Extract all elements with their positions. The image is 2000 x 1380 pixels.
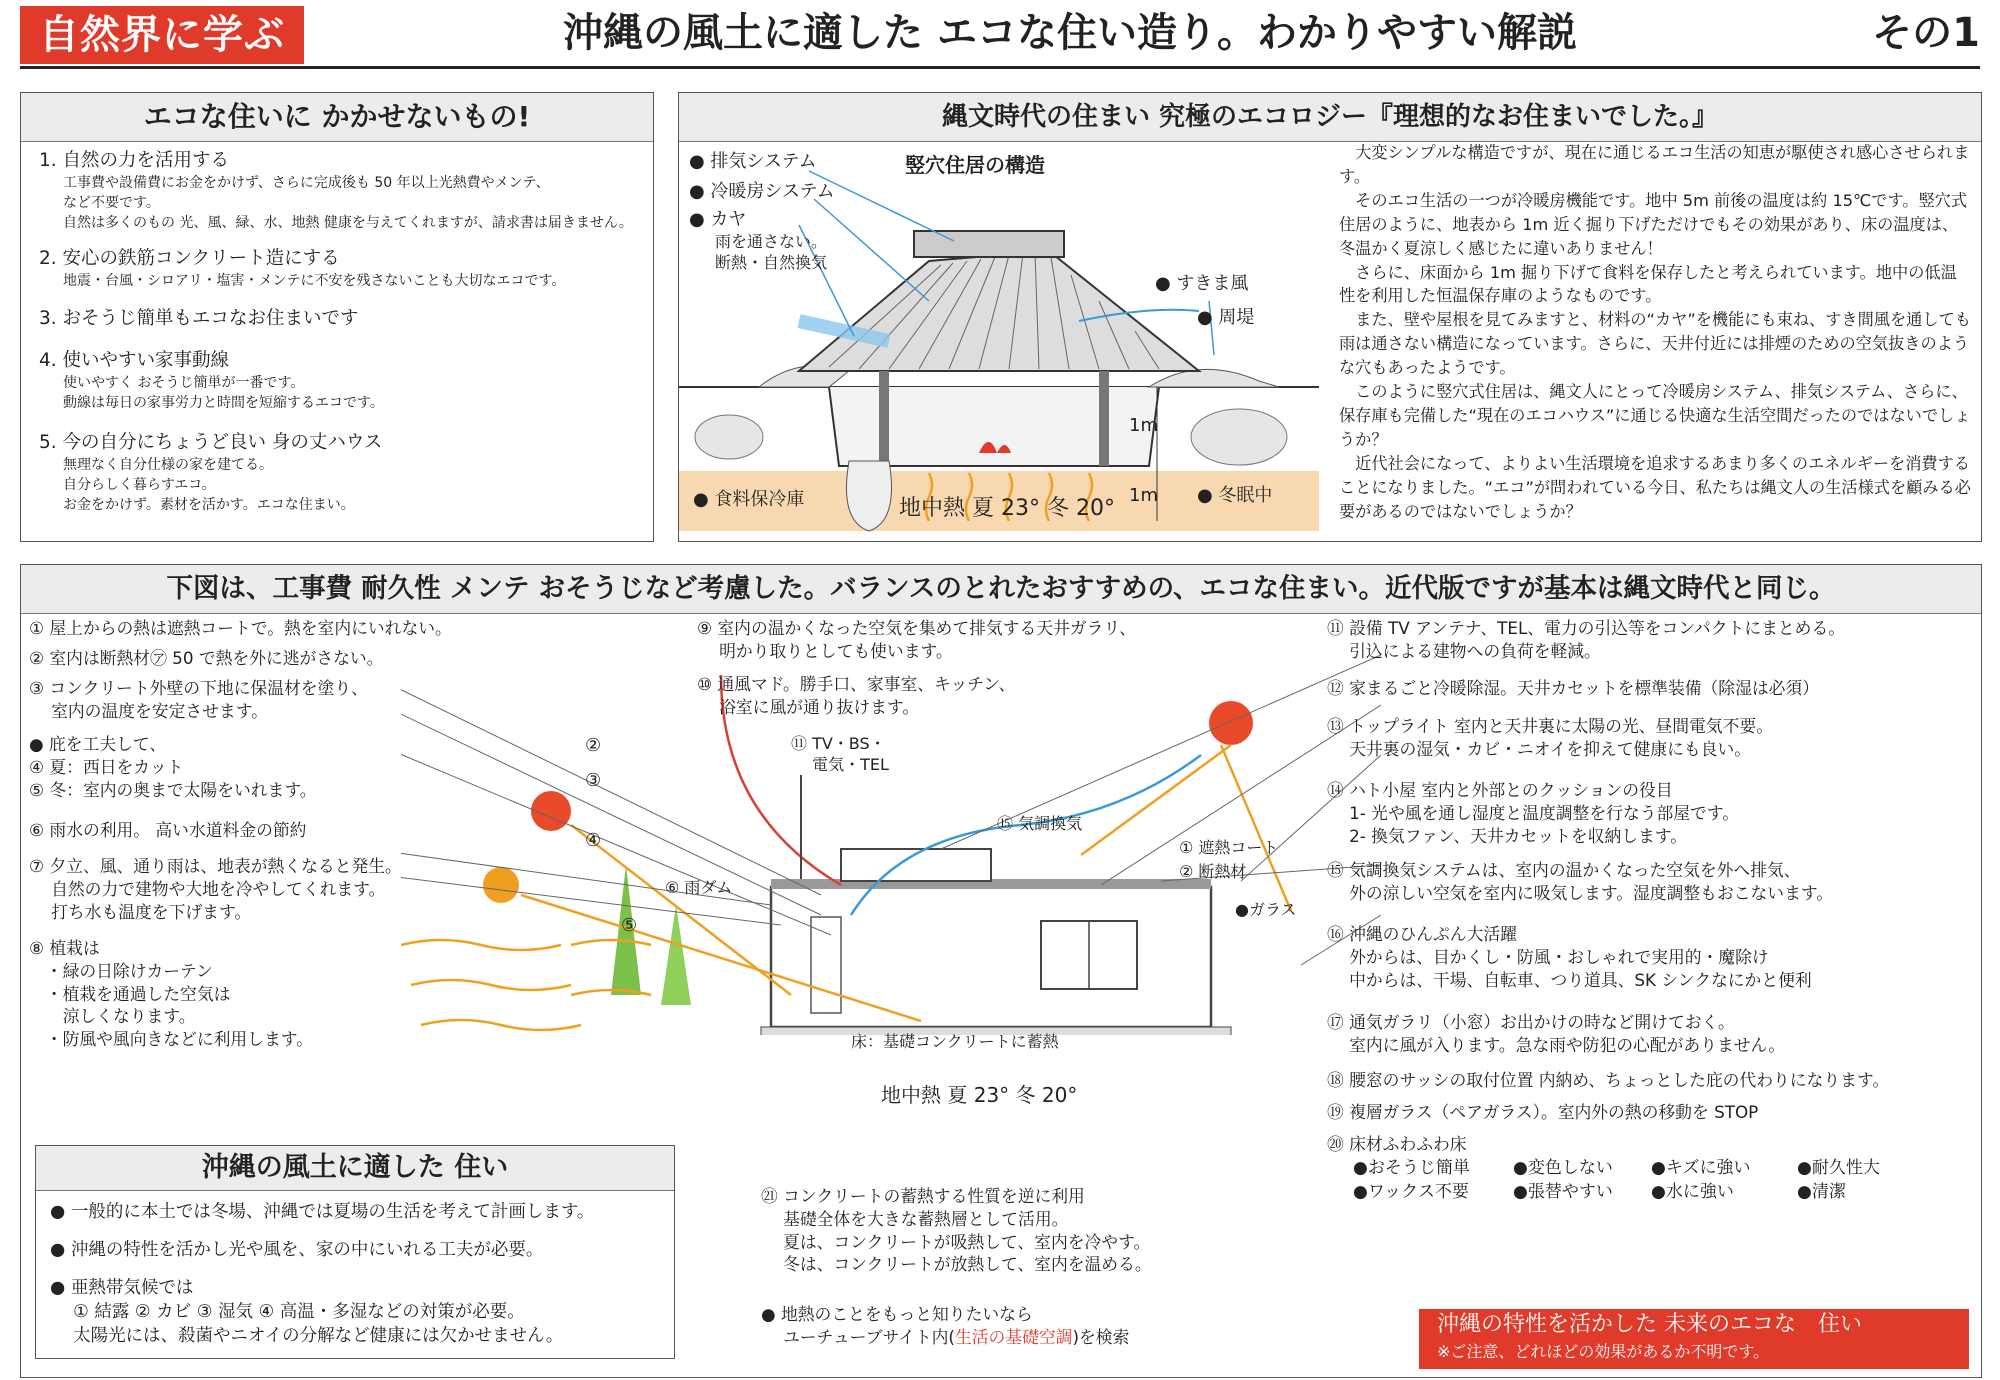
glass-label: ●ガラス [1235, 900, 1297, 919]
note-9: ⑨ 室内の温かくなった空気を集めて排気する天井ガラリ、 明かり取りとしても使います。 [697, 618, 1137, 661]
climate-item: ● 沖縄の特性を活かし光や風を、家の中にいれる工夫が必要。 [50, 1240, 544, 1260]
winter-sun-icon [483, 867, 519, 903]
essentials-item-head: 4. 使いやすい家事動線 [39, 350, 230, 371]
floor-feature: ●おそうじ簡単 [1353, 1157, 1470, 1178]
floor-feature: ●張替やすい [1513, 1181, 1613, 1202]
note-10: ⑩ 通風マド。勝手口、家事室、キッチン、 浴室に風が通り抜けます。 [697, 674, 1016, 717]
note-2: ② 室内は断熱材㋐ 50 で熱を外に逃がさない。 [29, 648, 384, 668]
banner-sub: ※ご注意、どれほどの効果があるか不明です。 [1437, 1342, 1770, 1361]
frog-icon [695, 415, 763, 459]
smoke-vent-roof [914, 231, 1064, 257]
diagram-title: 竪穴住居の構造 [905, 153, 1045, 177]
floor-feature: ●変色しない [1513, 1157, 1613, 1178]
floor-features-head: ⑳ 床材ふわふわ床 [1327, 1134, 1467, 1154]
pointer-line [814, 199, 929, 301]
essentials-item [39, 149, 649, 233]
label-draft: ● すきま風 [1155, 273, 1249, 294]
essentials-item [39, 349, 649, 413]
essentials-item-sub: 使いやすく おそうじ簡単が一番です。 動線は毎日の家事労力と時間を短縮するエコです。 [63, 375, 384, 411]
heat-coat-label: ① 遮熱コート [1179, 838, 1279, 857]
geo-search-note [761, 1303, 1129, 1349]
geo-label: 地中熱 夏 23° 冬 20° [881, 1083, 1078, 1107]
note-4-5: ● 庇を工夫して、 ④ 夏：西日をカット ⑤ 冬：室内の奥まで太陽をいれます。 [29, 734, 317, 800]
note-17: ⑰ 通気ガラリ（小窓）お出かけの時など開けておく。 室内に風が入ります。急な雨や防犯の心配がありません。 [1327, 1012, 1786, 1055]
part-number: その1 [1872, 10, 1980, 56]
floor-feature: ●キズに強い [1651, 1157, 1751, 1178]
note-13: ⑬ トップライト 室内と天井裏に太陽の光、昼間電気不要。 天井裏の湿気・カビ・ニオイを抑えて健康にも良い。 [1327, 716, 1773, 759]
bear-icon [1191, 409, 1287, 465]
winter-label: 冬 [458, 918, 475, 937]
house-body [771, 887, 1211, 1027]
sun-icon [1209, 701, 1253, 745]
floor-label: 床：基礎コンクリートに蓄熱 [851, 1032, 1059, 1051]
note-14: ⑭ ハト小屋 室内と外部とのクッションの役目 1- 光や風を通し湿度と温度調整を行なう部屋です。 2- 換気ファン、天井カセットを収納します。 [1327, 780, 1740, 846]
geo-search-link: 生活の基礎空調 [954, 1326, 1073, 1347]
essentials-title: エコな住いに かかせないもの! [21, 93, 653, 142]
label-depth1: 1m [1129, 415, 1158, 436]
callout-5: ⑤ [621, 915, 638, 936]
essentials-item-head: 1. 自然の力を活用する [39, 150, 230, 171]
floor-feature: ●耐久性大 [1797, 1157, 1880, 1178]
post [1099, 371, 1109, 466]
label-kaya-desc: 雨を通さない。 断熱・自然換気 [715, 232, 828, 272]
label-hibernate: ● 冬眠中 [1197, 485, 1273, 506]
note-12: ⑫ 家まるごと冷暖除湿。天井カセットを標準装備（除湿は必須） [1327, 678, 1819, 698]
note-18: ⑱ 腰窓のサッシの取付位置 内納め、ちょっとした庇の代わりになります。 [1327, 1070, 1890, 1090]
climate-title: 沖縄の風土に適した 住い [36, 1146, 674, 1191]
modern-title: 下図は、工事費 耐久性 メンテ おそうじなど考慮した。バランスのとれたおすすめの、エコな住まい。近代版ですが基本は縄文時代と同じ。 [21, 565, 1981, 614]
note-11: ⑪ 設備 TV アンテナ、TEL、電力の引込等をコンパクトにまとめる。 引込による建物への負荷を軽減。 [1327, 618, 1846, 661]
note-1: ① 屋上からの熱は遮熱コートで。熱を室内にいれない。 [29, 618, 452, 638]
insulation-label: ② 断熱材 [1179, 862, 1247, 881]
geo-search-post: )を検索 [1072, 1326, 1130, 1347]
floor-feature: ●清潔 [1797, 1181, 1846, 1202]
note-6: ⑥ 雨水の利用。 高い水道料金の節約 [29, 820, 307, 840]
essentials-item-head: 5. 今の自分にちょうど良い 身の丈ハウス [39, 432, 383, 453]
callout-2: ② [585, 735, 602, 756]
floor-feature: ●ワックス不要 [1353, 1181, 1469, 1202]
page-title: 沖縄の風土に適した エコな住い造り。わかりやすい解説 [563, 10, 1577, 56]
header-rule [20, 66, 1980, 69]
label-aircon: ● 冷暖房システム [689, 181, 835, 202]
essentials-item-head: 3. おそうじ簡単もエコなお住まいです [39, 308, 359, 329]
summer-label: 夏 [508, 844, 526, 865]
climate-item: ● 一般的に本土では冬場、沖縄では夏場の生活を考えて計画します。 [50, 1202, 595, 1222]
callout-4: ④ [585, 830, 602, 851]
climate-panel [35, 1145, 675, 1359]
note-16: ⑯ 沖縄のひんぷん大活躍 外からは、目かくし・防風・おしゃれで実用的・魔除け 中からは、干場、自転車、つり道具、SK シンクなにかと便利 [1327, 924, 1812, 990]
summary-banner [1419, 1309, 1969, 1369]
jomon-title: 縄文時代の住まい 究極のエコロジー『理想的なお住まいでした。』 [679, 93, 1981, 142]
rain-dam-label: ⑥ 雨ダム [665, 878, 733, 897]
brand-badge: 自然界に学ぶ [20, 6, 304, 64]
ventilation-label: ⑮ 気調換気 [997, 814, 1083, 833]
note-15: ⑮ 気調換気システムは、室内の温かくなった空気を外へ排気、 外の涼しい空気を室内に吸気します。湿度調整もおこないます。 [1327, 860, 1834, 903]
essentials-item [39, 431, 649, 515]
note-21: ㉑ コンクリートの蓄熱する性質を逆に利用 基礎全体を大きな蓄熱層として活用。 夏は、コンクリートが吸熱して、室内を冷やす。 冬は、コンクリートが放熱して、室内を温める。 [761, 1186, 1152, 1275]
antenna-label: ⑪ TV・BS・ 電気・TEL [791, 734, 889, 774]
label-exhaust: ● 排気システム [689, 151, 817, 172]
essentials-panel [20, 92, 654, 542]
label-geo: 地中熱 夏 23° 冬 20° [899, 496, 1115, 521]
modern-panel [20, 564, 1982, 1378]
note-8: ⑧ 植栽は ・緑の日除けカーテン ・植栽を通過した空気は 涼しくなります。 ・防風や風向きなどに利用します。 [29, 938, 313, 1050]
post [879, 371, 889, 466]
label-food: ● 食料保冷庫 [693, 489, 805, 510]
essentials-item-sub: 工事費や設備費にお金をかけず、さらに完成後も 50 年以上光熱費やメンテ、 など不要です。 自然は多くのもの 光、風、緑、水、地熱 健康を与えてくれますが、請求書は届きません。 [63, 175, 633, 231]
floor-feature: ●水に強い [1651, 1181, 1734, 1202]
tree-icon [661, 905, 691, 1005]
label-kaya: ● カヤ [689, 209, 747, 230]
note-3: ③ コンクリート外壁の下地に保温材を塗り、 室内の温度を安定させます。 [29, 678, 368, 721]
essentials-item-sub: 地震・台風・シロアリ・塩害・メンテに不安を残さないことも大切なエコです。 [63, 273, 566, 289]
essentials-item [39, 307, 649, 331]
label-bank: ● 周堤 [1197, 307, 1255, 328]
jomon-panel [678, 92, 1982, 542]
note-7: ⑦ 夕立、風、通り雨は、地表が熱くなると発生。 自然の力で建物や大地を冷やしてくれます。 打ち水も温度を下げます。 [29, 856, 402, 922]
essentials-item-sub: 無理なく自分仕様の家を建てる。 自分らしく暮らすエコ。 お金をかけず。素材を活かす。エコな住まい。 [63, 457, 355, 513]
essentials-item-head: 2. 安心の鉄筋コンクリート造にする [39, 248, 340, 269]
climate-item: ● 亜熱帯気候では ① 結露 ② カビ ③ 湿気 ④ 高温・多湿などの対策が必要。 太陽光には、殺菌やニオイの分解など健康には欠かせません。 [50, 1278, 564, 1346]
jomon-description: 大変シンプルな構造ですが、現在に通じるエコ生活の知恵が駆使され感心させられます。 そのエコ生活の一つが冷暖房機能です。地中 5m 前後の温度は約 15℃です。竪穴式住居のように、地表から 1m 近く掘り下げただけでもその効果があり、床の温度は、冬温かく夏涼しく感じたに違いありません！ さらに、床面から 1m 掘り下げて食料を保存したと考えられています。地中の低温性を利用した恒温保存庫のようなものです。 また、壁や屋根を見てみますと、材料の“カヤ”を機能にも束ね、すき間風を通しても雨は通さない構造になっています。さらに、天井付近には排煙のための空気抜きのような穴もあったようです。 このように竪穴式住居は、縄文人にとって冷暖房システム、排気システム、さらに、保存庫も完備した“現在のエコハウス”に通じる快適な生活空間だったのではないでしょうか？ 近代社会になって、よりよい生活環境を追求するあまり多くのエネルギーを消費することになりました。“エコ”が問われている今日、私たちは縄文人の生活様式を顧みる必要があるのではないでしょうか？ [1339, 143, 1971, 521]
pit [829, 387, 1159, 466]
floor-features [1327, 1133, 1947, 1204]
banner-main: 沖縄の特性を活かした 未来のエコな 住い [1437, 1312, 1862, 1337]
geo-search-pre: ● 地熱のことをもっと知りたいなら ユーチューブサイト内( [761, 1304, 1033, 1347]
callout-3: ③ [585, 770, 602, 791]
label-depth2: 1m [1129, 485, 1158, 506]
note-19: ⑲ 複層ガラス（ペアガラス）。室内外の熱の移動を STOP [1327, 1102, 1759, 1122]
essentials-item [39, 247, 649, 291]
